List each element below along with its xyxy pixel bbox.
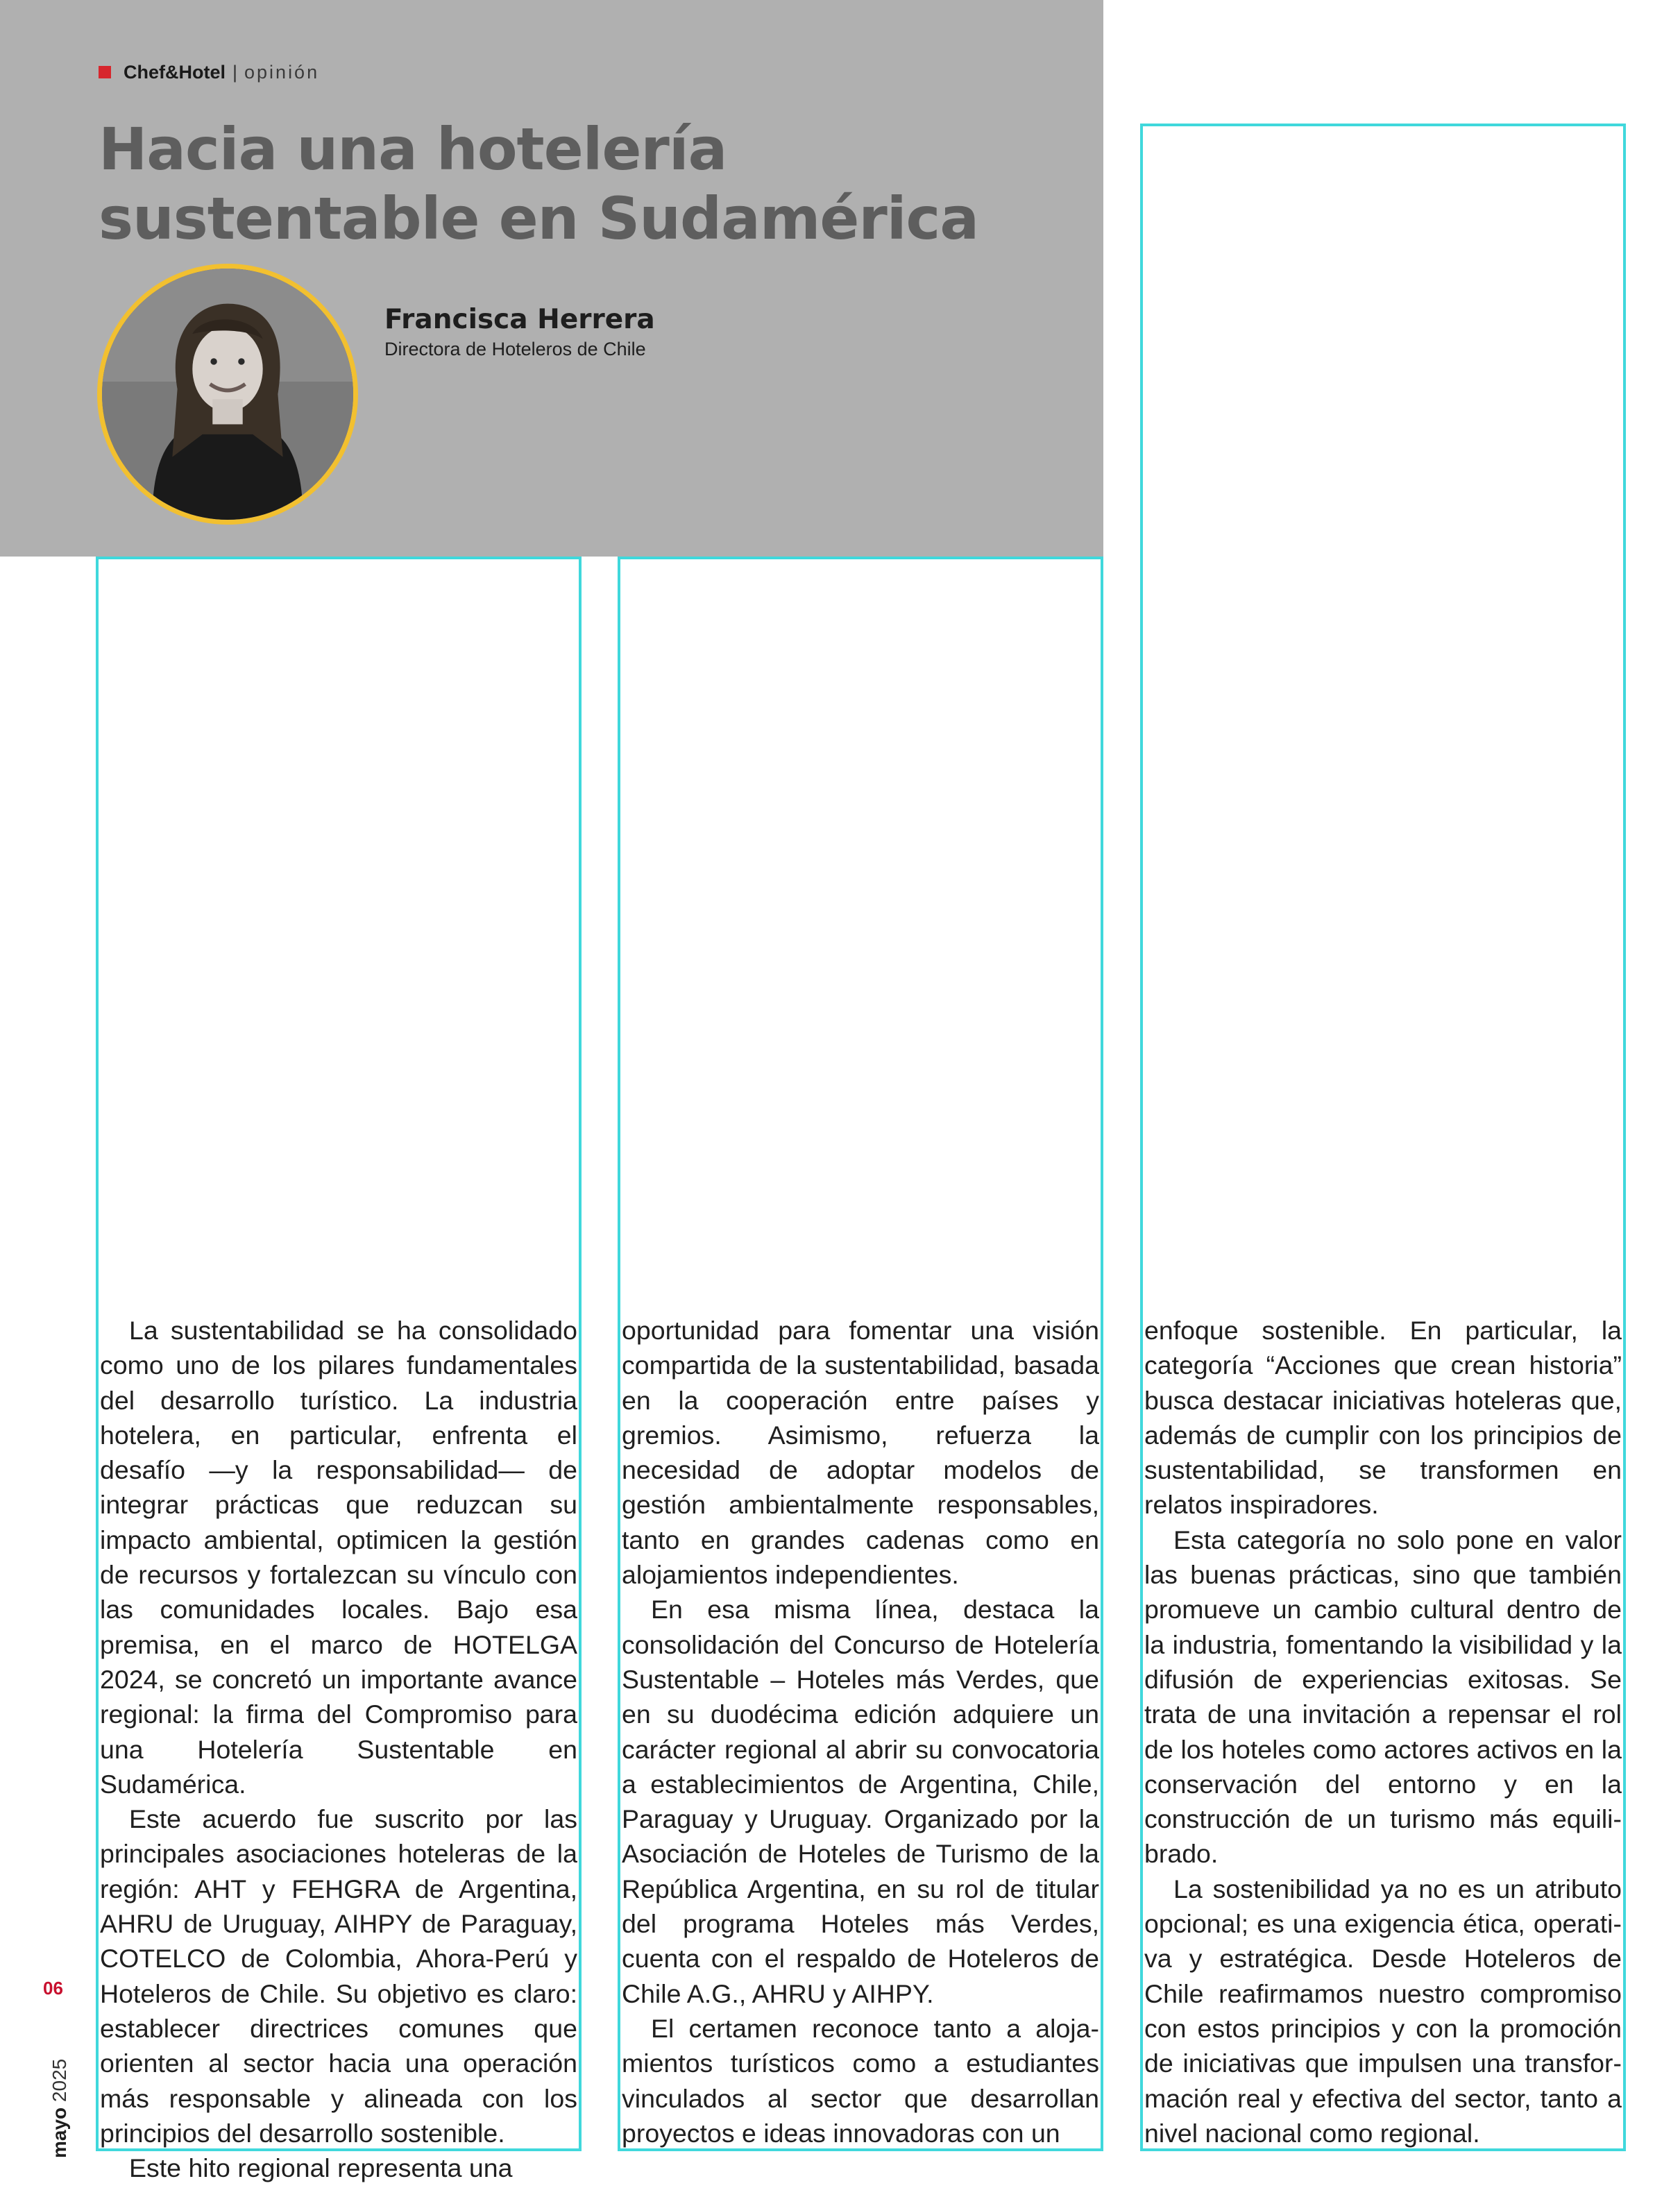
title-line-2: sustentable en Sudamérica [99,185,979,253]
article-title [99,114,1084,253]
author-name: Francisca Herrera [384,304,655,335]
article-column-3 [1142,1313,1624,2146]
paragraph: En esa misma línea, destaca la consolidación del Concurso de Hotelería Sustentable – Hoteles más Verdes, que en su duodécima edición adquiere un carácter regional al abrir su convocatoria a establecimientos de Argentina, Chile, Paraguay y Uruguay. Organizado por la Asociación de Hoteles de Turismo de la República Argentina, en su rol de titular del programa Hoteles más Verdes, cuenta con el respaldo de Hoteleros de Chile A.G., AHRU y AIHPY. [622,1595,1099,2008]
author-avatar [97,264,358,525]
section-label: opinión [244,61,320,83]
paragraph: La sostenibilidad ya no es un atributo opcional; es una exigencia ética, operativa y estratégica. Desde Hoteleros de Chile reafirmamos nuestro compromiso con estos principios y con la promoción de iniciativas que impulsen una transformación real y efectiva del sector, tanto a nivel nacional como regional. [1144,1874,1622,2148]
page-number: 06 [43,1978,63,1999]
article-column-1 [97,1313,580,2183]
paragraph: Este acuerdo fue suscrito por las principales asociaciones hoteleras de la región: AHT y FEHGRA de Argentina, AHRU de Uruguay, AIHPY de Paraguay, COTELCO de Colombia, Ahora-Perú y Hoteleros de Chile. Su objetivo es claro: establecer directrices comunes que orienten al sector hacia una operación más responsable y alineada con los principios del desarrollo sostenible. [100,1804,577,2148]
paragraph: oportunidad para fomentar una visión compartida de la sustentabilidad, basada en la cooperación entre países y gremios. Asimismo, refuerza la necesidad de adoptar modelos de gestión ambientalmente responsables, tanto en grandes cadenas como en alojamientos independientes. [622,1316,1099,1590]
section-kicker [99,60,319,85]
paragraph: enfoque sostenible. En particular, la categoría “Acciones que crean historia” busca destacar iniciativas hoteleras que, además de cumplir con los principios de sustentabilidad, se transformen en relatos inspiradores. [1144,1316,1622,1520]
article-column-2 [619,1313,1102,2146]
issue-year: 2025 [49,2058,70,2103]
author-portrait-icon [102,269,353,520]
paragraph: Este hito regional representa una [129,2153,513,2183]
issue-date [49,2059,71,2158]
title-line-1: Hacia una hotelería [99,115,727,183]
red-square-icon [99,66,111,78]
paragraph: El certamen reconoce tanto a alojamientos turísticos como a estudiantes vinculados al sector que desarrollan proyectos e ideas innovadoras con un [622,2013,1099,2148]
brand-label: Chef&Hotel [124,61,226,83]
paragraph: Esta categoría no solo pone en valor las buenas prácticas, sino que también promueve un cambio cultural dentro de la industria, fomentando la visibilidad y la difusión de experiencias exitosas. Se trata de una invitación a repensar el rol de los hoteles como actores activos en la conservación del entorno y en la construcción de un turismo más equilibrado. [1144,1525,1622,1869]
issue-month: mayo [49,2107,70,2158]
author-role: Directora de Hoteleros de Chile [384,339,646,359]
kicker-separator: | [232,61,238,83]
paragraph: La sustentabilidad se ha consolidado como uno de los pilares fundamentales del desarrollo turístico. La industria hotelera, en particular, enfrenta el desafío —y la responsabilidad— de integrar prácticas que reduzcan su impacto ambiental, optimicen la gestión de recursos y fortalezcan su vínculo con las comunidades locales. Bajo esa premisa, en el marco de HOTELGA 2024, se concretó un importante avance regional: la firma del Compromiso para una Hotelería Sustentable en Sudamérica. [100,1316,577,1799]
